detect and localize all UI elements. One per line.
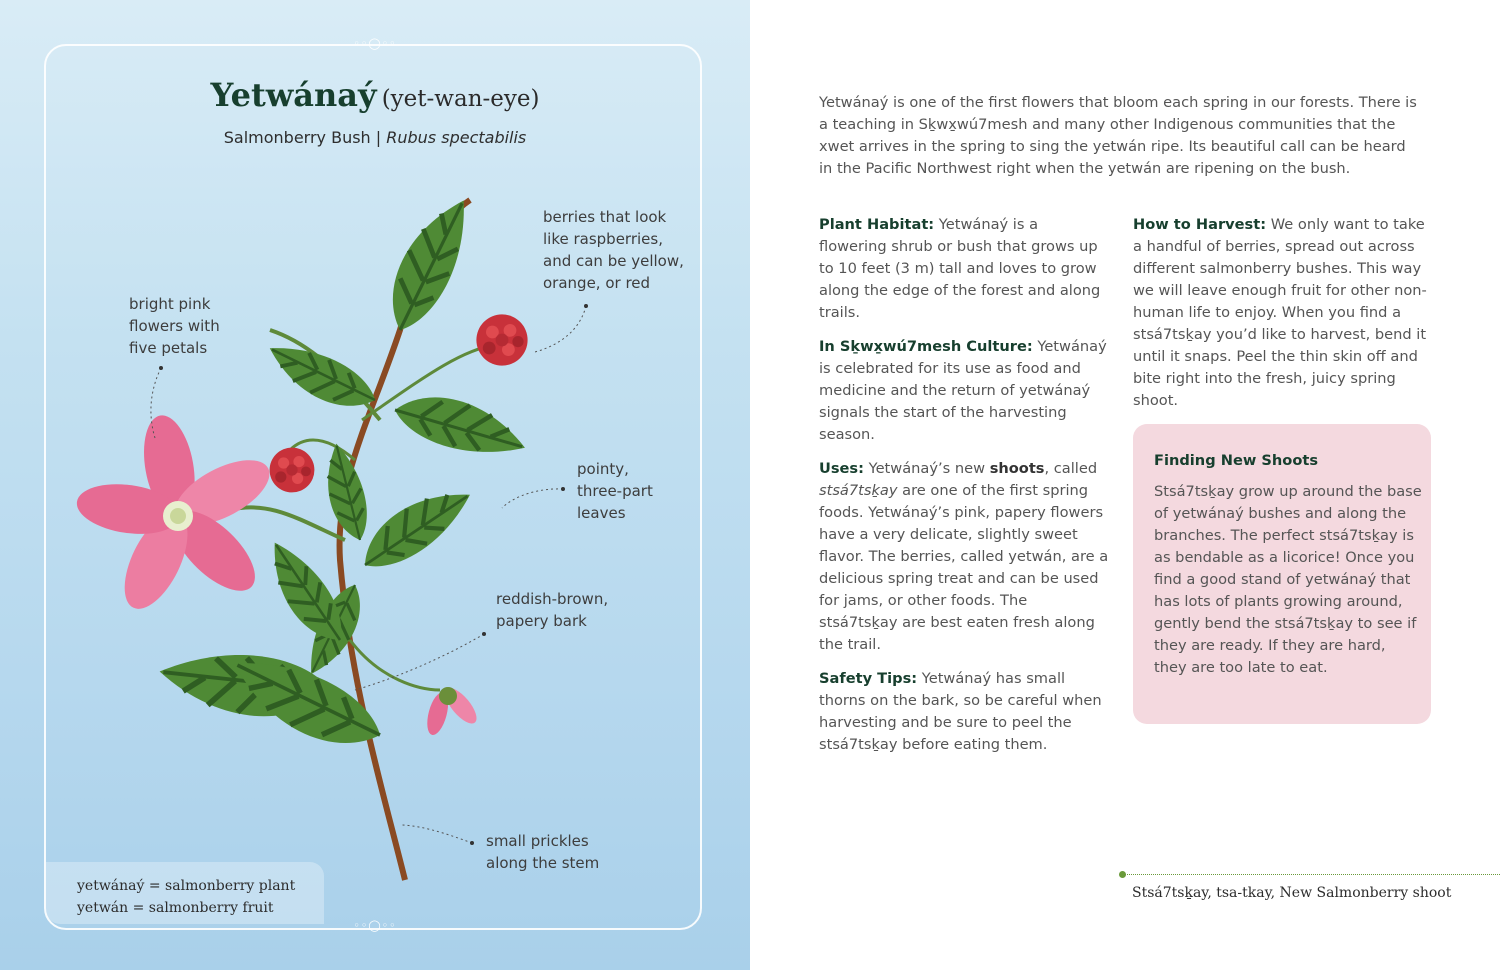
habitat-text: Yetwánaý is a flowering shrub or bush that grows up to 10 feet (3 m) tall and loves to grow along the edge of the forest and along trails. — [819, 216, 1101, 321]
safety-section — [819, 668, 1109, 756]
footer-divider — [1122, 874, 1500, 875]
safety-text: Yetwánaý has small thorns on the bark, so be careful when harvesting and be sure to peel the stsá7tsḵay before eating them. — [819, 670, 1102, 753]
culture-text: Yetwánaý is celebrated for its use as food and medicine and the return of yetwánaý signals the start of the harvesting season. — [819, 338, 1107, 443]
uses-shoot-name: stsá7tsḵay — [819, 482, 898, 499]
footer-caption: Stsá7tsḵay, tsa-tkay, New Salmonberry shoot — [1132, 885, 1452, 901]
harvest-heading: How to Harvest: — [1133, 216, 1267, 233]
label-berries: berries that look like raspberries, and can be yellow, orange, or red — [543, 208, 684, 292]
harvest-text: We only want to take a handful of berries, spread out across different salmonberry bushes. This way we will leave enough fruit for other non-human life to enjoy. When you find a stsá7tsḵay you’d like to harvest, bend it until it snaps. Peel the thin skin off and bite right into the fresh, juicy spring shoot. — [1133, 216, 1427, 409]
pink-flower — [74, 411, 280, 618]
label-flowers: bright pink flowers with five petals — [129, 295, 220, 357]
footer-dot — [1119, 871, 1126, 878]
culture-section — [819, 336, 1109, 446]
plant-pronunciation: (yet-wan-eye) — [381, 86, 540, 112]
label-leaves: pointy, three-part leaves — [577, 460, 653, 522]
box-title: Finding New Shoots — [1154, 452, 1319, 469]
label-prickles: small prickles along the stem — [486, 832, 600, 872]
finding-shoots-box — [1133, 424, 1431, 724]
label-bark: reddish-brown, papery bark — [496, 590, 609, 630]
harvest-section — [1133, 214, 1433, 412]
plant-name: Yetwánaý — [210, 76, 377, 114]
uses-section — [819, 458, 1109, 656]
uses-heading: Uses: — [819, 460, 864, 477]
safety-heading: Safety Tips: — [819, 670, 918, 687]
right-column — [1133, 214, 1433, 424]
common-name: Salmonberry Bush | — [223, 128, 382, 147]
culture-heading: In Sḵwx̱wú7mesh Culture: — [819, 338, 1033, 355]
habitat-heading: Plant Habitat: — [819, 216, 935, 233]
latin-name: Rubus spectabilis — [386, 128, 527, 147]
legend-fruit: yetwán = salmonberry fruit — [77, 900, 274, 916]
uses-shoots: shoots — [989, 460, 1045, 477]
intro-paragraph: Yetwánaý is one of the first flowers that bloom each spring in our forests. There is a teaching in Sḵwx̱wú7mesh and many other Indigenous communities that the xwet arrives in the spring to sing the yetwán ripe. Its beautiful call can be heard in the Pacific Northwest right when the yetwán are ripening on the bush. — [819, 94, 1417, 177]
uses-text-2: , called — [1044, 460, 1098, 477]
legend-plant: yetwánaý = salmonberry plant — [77, 878, 296, 894]
uses-text-3: are one of the first spring foods. Yetwánaý’s pink, papery flowers have a very delicate, slightly sweet flavor. The berries, called yetwán, are a delicious spring treat and can be used for jams, or other foods. The stsá7tsḵay are best eaten fresh along the trail. — [819, 482, 1109, 653]
frame-ornament-bottom: ◦◦◯◦◦ — [353, 919, 397, 932]
box-text: Stsá7tsḵay grow up around the base of yetwánaý bushes and along the branches. The perfect stsá7tsḵay is as bendable as a licorice! Once you find a good stand of yetwánaý that has lots of plants growing around, gently bend the stsá7tsḵay to see if they are ready. If they are hard, they are too late to eat. — [1154, 483, 1422, 676]
frame-ornament-top: ◦◦◯◦◦ — [353, 37, 397, 50]
left-column — [819, 214, 1109, 768]
habitat-section — [819, 214, 1109, 324]
vocabulary-legend — [46, 862, 324, 924]
flower-bud — [423, 683, 482, 737]
uses-text-1: Yetwánaý’s new — [863, 460, 990, 477]
